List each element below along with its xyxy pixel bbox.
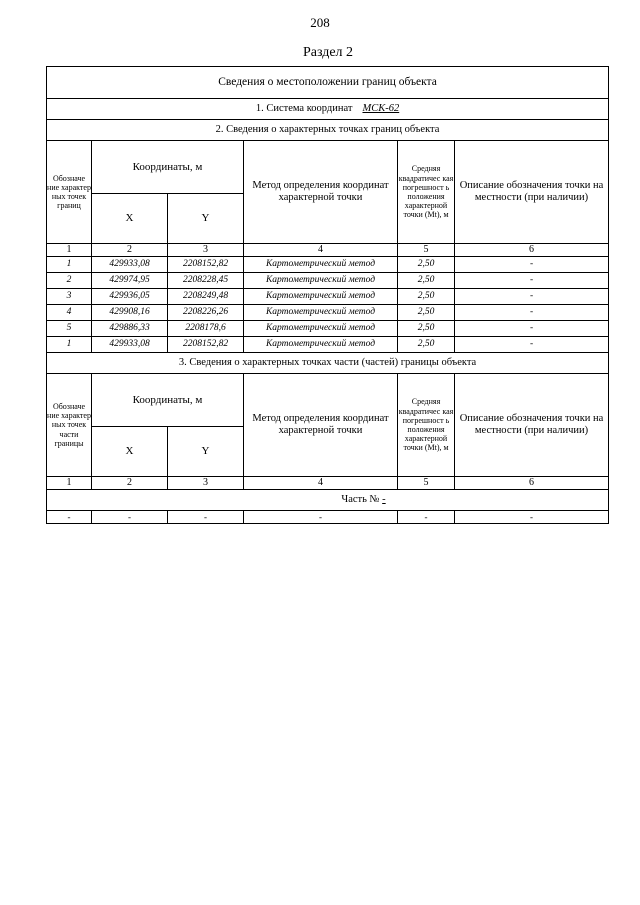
y-value: 2208178,6 — [168, 321, 244, 337]
header-coords: Координаты, м — [92, 141, 244, 194]
table-row — [47, 337, 609, 353]
x-value: 429936,05 — [92, 289, 168, 305]
x-value: 429886,33 — [92, 321, 168, 337]
method-value: Картометрический метод — [244, 321, 398, 337]
column-number: 5 — [398, 244, 455, 257]
part3-title: 3. Сведения о характерных точках части (частей) границы объекта — [47, 353, 609, 374]
y-value: 2208249,48 — [168, 289, 244, 305]
x-value: 429908,16 — [92, 305, 168, 321]
method-value: Картометрический метод — [244, 257, 398, 273]
y-value: 2208152,82 — [168, 337, 244, 353]
table-row — [47, 273, 609, 289]
header-coords: Координаты, м — [92, 374, 244, 427]
part-number: - — [382, 493, 386, 505]
description-value: - — [455, 273, 609, 289]
table-row — [47, 511, 609, 524]
column-number: 6 — [455, 477, 609, 490]
method-value: Картометрический метод — [244, 337, 398, 353]
coordinate-system-row — [47, 99, 609, 120]
header-point: Обозначе ние характер ных точек части границы — [47, 374, 92, 477]
description-value: - — [455, 257, 609, 273]
column-number: 3 — [168, 244, 244, 257]
header-description: Описание обозначения точки на местности (при наличии) — [455, 141, 609, 244]
column-number: 5 — [398, 477, 455, 490]
header-y: Y — [168, 194, 244, 244]
point-id: 1 — [47, 257, 92, 273]
table-title: Сведения о местоположении границ объекта — [47, 67, 609, 99]
part-label-cell — [47, 490, 609, 511]
part2-title-row — [47, 120, 609, 141]
empty-cell: - — [47, 511, 92, 524]
column-number: 1 — [47, 477, 92, 490]
part2-title: 2. Сведения о характерных точках границ объекта — [47, 120, 609, 141]
x-value: 429933,08 — [92, 257, 168, 273]
coordinate-system — [47, 99, 609, 120]
point-id: 4 — [47, 305, 92, 321]
part-label: Часть № — [341, 493, 380, 505]
header-method: Метод определения координат характерной точки — [244, 374, 398, 477]
header-x: X — [92, 194, 168, 244]
part3-column-numbers — [47, 477, 609, 490]
description-value: - — [455, 305, 609, 321]
point-id: 3 — [47, 289, 92, 305]
part2-column-numbers — [47, 244, 609, 257]
mt-value: 2,50 — [398, 321, 455, 337]
description-value: - — [455, 337, 609, 353]
y-value: 2208226,26 — [168, 305, 244, 321]
column-number: 4 — [244, 477, 398, 490]
mt-value: 2,50 — [398, 273, 455, 289]
part-row — [47, 490, 609, 511]
column-number: 6 — [455, 244, 609, 257]
method-value: Картометрический метод — [244, 305, 398, 321]
empty-cell: - — [398, 511, 455, 524]
table-row — [47, 289, 609, 305]
header-x: X — [92, 427, 168, 477]
mt-value: 2,50 — [398, 289, 455, 305]
column-number: 2 — [92, 244, 168, 257]
part3-header-row — [47, 374, 609, 427]
header-point: Обозначе ние характер ных точек границ — [47, 141, 92, 244]
header-description: Описание обозначения точки на местности (при наличии) — [455, 374, 609, 477]
part3-title-row — [47, 353, 609, 374]
description-value: - — [455, 321, 609, 337]
table-row — [47, 305, 609, 321]
boundary-table — [46, 66, 609, 524]
method-value: Картометрический метод — [244, 289, 398, 305]
y-value: 2208228,45 — [168, 273, 244, 289]
point-id: 1 — [47, 337, 92, 353]
description-value: - — [455, 289, 609, 305]
page-number: 208 — [310, 15, 330, 30]
mt-value: 2,50 — [398, 305, 455, 321]
header-accuracy: Средняя квадратичес кая погрешност ь положения характерной точки (Mt), м — [398, 141, 455, 244]
column-number: 2 — [92, 477, 168, 490]
coordinate-system-label: 1. Система координат — [255, 102, 353, 114]
empty-cell: - — [92, 511, 168, 524]
x-value: 429933,08 — [92, 337, 168, 353]
empty-cell: - — [455, 511, 609, 524]
empty-cell: - — [244, 511, 398, 524]
table-row — [47, 321, 609, 337]
table-title-row — [47, 67, 609, 99]
y-value: 2208152,82 — [168, 257, 244, 273]
method-value: Картометрический метод — [244, 273, 398, 289]
table-row — [47, 257, 609, 273]
header-y: Y — [168, 427, 244, 477]
mt-value: 2,50 — [398, 257, 455, 273]
column-number: 3 — [168, 477, 244, 490]
header-accuracy: Средняя квадратичес кая погрешност ь положения характерной точки (Mt), м — [398, 374, 455, 477]
point-id: 2 — [47, 273, 92, 289]
empty-cell: - — [168, 511, 244, 524]
x-value: 429974,95 — [92, 273, 168, 289]
header-method: Метод определения координат характерной точки — [244, 141, 398, 244]
mt-value: 2,50 — [398, 337, 455, 353]
point-id: 5 — [47, 321, 92, 337]
section-title: Раздел 2 — [302, 45, 354, 60]
part2-header-row — [47, 141, 609, 194]
column-number: 4 — [244, 244, 398, 257]
column-number: 1 — [47, 244, 92, 257]
coordinate-system-value: МСК-62 — [362, 102, 400, 114]
